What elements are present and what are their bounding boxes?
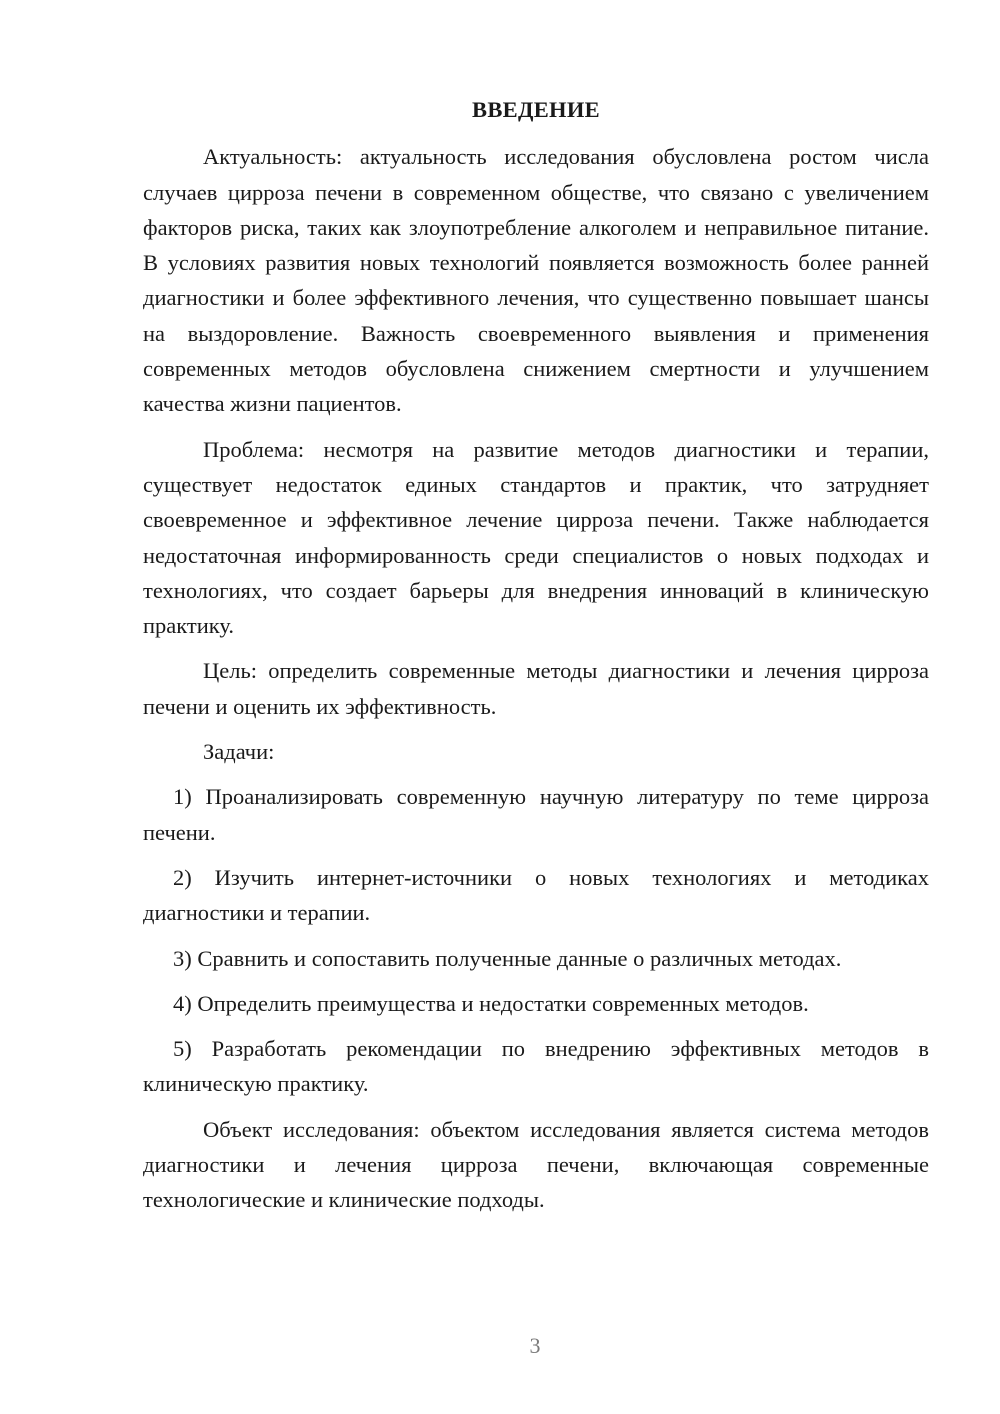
page-number: 3 — [529, 1333, 541, 1358]
task-item: 2) Изучить интернет-источники о новых технологиях и методиках диагностики и терапии. — [143, 864, 929, 926]
task-item: 5) Разработать рекомендации по внедрению эффективных методов в клиническую практику. — [143, 1036, 929, 1097]
task-item: 3) Сравнить и сопоставить полученные данные о различных методах. — [173, 945, 842, 971]
task-item: 1) Проанализировать современную научную литературу по теме цирроза печени. — [143, 784, 929, 845]
page-content — [143, 92, 929, 1228]
goal-paragraph: Цель: определить современные методы диагностики и лечения цирроза печени и оценить их эффективность. — [143, 658, 929, 719]
problem-paragraph: Проблема: несмотря на развитие методов диагностики и терапии, существует недостаток единых стандартов и практик, что затрудняет своевременное и эффективное лечение цирроза печени. Также наблюдается недостаточная информированность среди специалистов о новых подходах и технологиях, что создает барьеры для внедрения инноваций в клиническую практику. — [143, 436, 929, 639]
tasks-list — [143, 779, 929, 1101]
object-paragraph: Объект исследования: объектом исследования является система методов диагностики и лечения цирроза печени, включающая современные технологические и клинические подходы. — [143, 1116, 929, 1213]
relevance-paragraph: Актуальность: актуальность исследования обусловлена ростом числа случаев цирроза печени в современном обществе, что связано с увеличением факторов риска, таких как злоупотребление алкоголем и неправильное питание. В условиях развития новых технологий появляется возможность более ранней диагностики и более эффективного лечения, что существенно повышает шансы на выздоровление. Важность своевременного выявления и применения современных методов обусловлена снижением смертности и улучшением качества жизни пациентов. — [143, 144, 929, 417]
section-heading: ВВЕДЕНИЕ — [472, 97, 600, 122]
task-item: 4) Определить преимущества и недостатки современных методов. — [173, 990, 809, 1016]
tasks-label: Задачи: — [203, 739, 275, 765]
